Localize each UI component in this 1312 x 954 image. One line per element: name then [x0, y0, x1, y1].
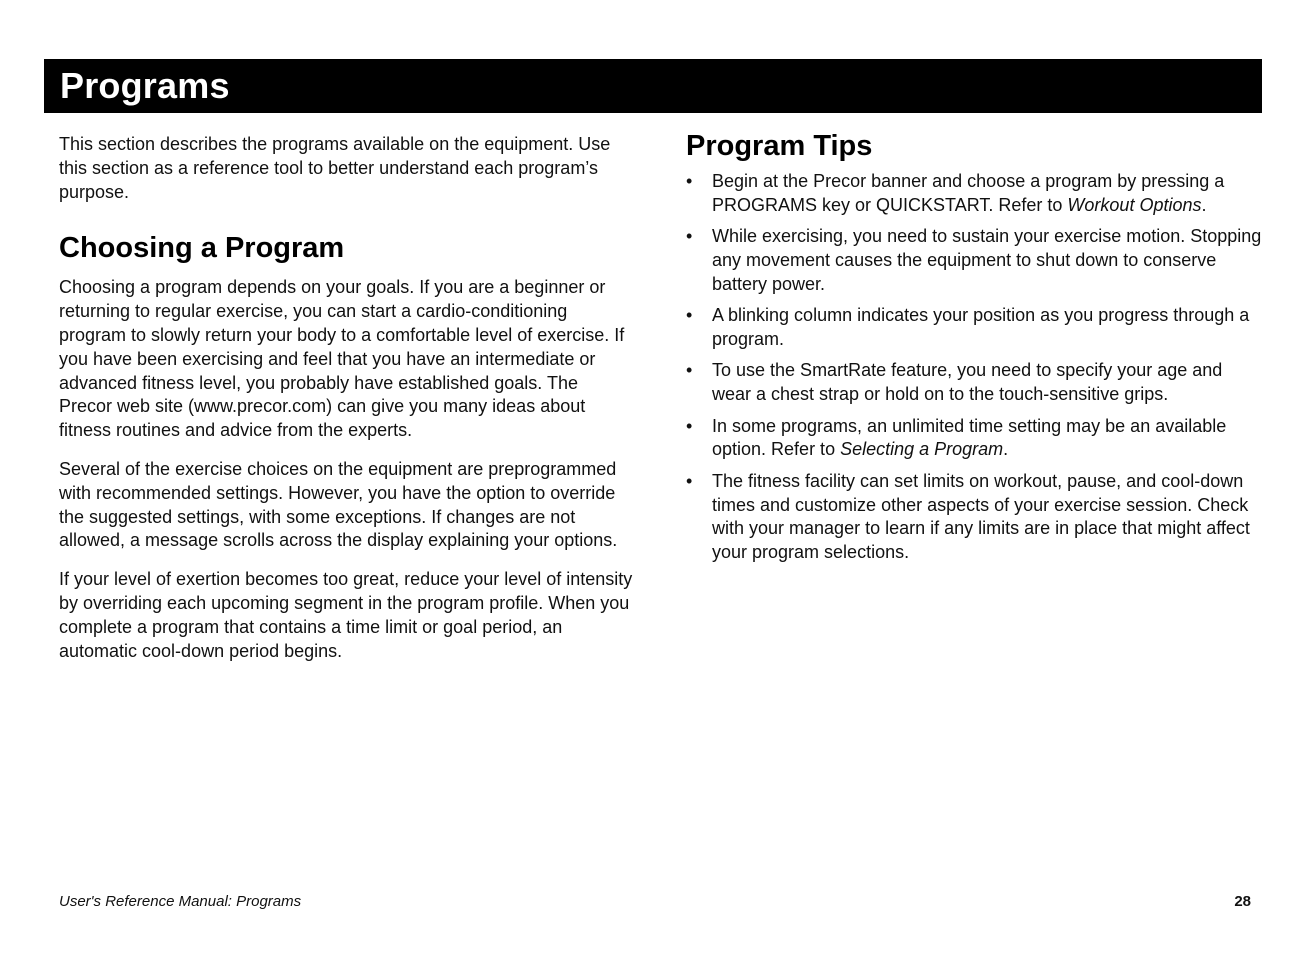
- body-paragraph: Several of the exercise choices on the equipment are preprogrammed with recommended settings. However, you have the option to override the suggested settings, with some exceptions. If changes are not allowed, a message scrolls across the display explaining your options.: [59, 458, 618, 551]
- list-item: [686, 470, 1262, 565]
- tip-text: To use the SmartRate feature, you need to specify your age and wear a chest strap or hold on to the touch-sensitive grips.: [712, 360, 1223, 405]
- bullet-icon: •: [686, 415, 693, 436]
- list-item: [686, 225, 1262, 296]
- tip-text: In some programs, an unlimited time setting may be an available option. Refer to: [712, 415, 1227, 460]
- program-tips-heading: Program Tips: [686, 130, 873, 162]
- bullet-icon: •: [686, 226, 693, 247]
- list-item: [686, 359, 1262, 407]
- cross-reference: Workout Options: [1067, 194, 1202, 215]
- footer-manual-title: User's Reference Manual: Programs: [59, 893, 302, 910]
- tip-text: While exercising, you need to sustain your exercise motion. Stopping any movement causes the equipment to shut down to conserve battery power.: [712, 226, 1262, 294]
- cross-reference: Selecting a Program: [840, 439, 1004, 460]
- list-item: [686, 170, 1262, 218]
- choosing-program-heading: Choosing a Program: [59, 232, 345, 265]
- tip-end: .: [1201, 194, 1207, 215]
- tip-text: The fitness facility can set limits on workout, pause, and cool-down times and customize other aspects of your exercise session. Check with your manager to learn if any limits are in place that might affect your program selections.: [712, 470, 1250, 563]
- list-item: [686, 304, 1262, 352]
- page-title-bar: [44, 59, 1262, 113]
- bullet-icon: •: [686, 171, 693, 191]
- right-column: [686, 128, 1262, 573]
- tip-text: Begin at the Precor banner and choose a program by pressing a PROGRAMS key or QUICKSTART. Refer to: [712, 171, 1225, 215]
- body-paragraph: Choosing a program depends on your goals. If you are a beginner or returning to regular exercise, you can start a cardio-conditioning program to slowly return your body to a comfortable level of exercise. If you have been exercising and feel that you have an intermediate or advanced fitness level, you probably have established goals. The Precor web site (www.precor.com) can give you many ideas about fitness routines and advice from the experts.: [59, 277, 625, 441]
- tips-list: [686, 170, 1262, 565]
- bullet-icon: •: [686, 360, 693, 381]
- page-number: 28: [1234, 893, 1251, 910]
- bullet-icon: •: [686, 305, 693, 326]
- intro-paragraph: This section describes the programs available on the equipment. Use this section as a reference tool to better understand each program’s purpose.: [59, 134, 611, 202]
- bullet-icon: •: [686, 470, 693, 491]
- list-item: [686, 415, 1262, 463]
- tip-end: .: [1003, 439, 1009, 460]
- left-column: [59, 133, 633, 678]
- body-paragraph: If your level of exertion becomes too great, reduce your level of intensity by overriding each upcoming segment in the program profile. When you complete a program that contains a time limit or goal period, an automatic cool-down period begins.: [59, 569, 633, 661]
- page-title: Programs: [60, 65, 230, 106]
- tip-text: A blinking column indicates your position as you progress through a program.: [712, 305, 1250, 349]
